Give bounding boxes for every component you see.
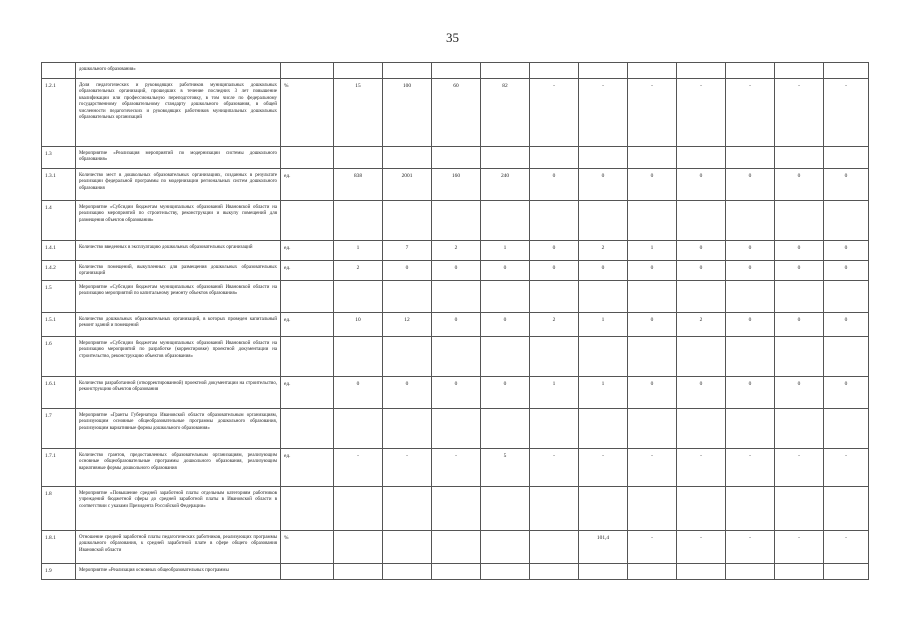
row-value: 0 <box>383 377 432 409</box>
row-value: 0 <box>628 261 677 281</box>
row-value <box>383 337 432 377</box>
row-value: 0 <box>677 241 726 261</box>
row-unit <box>281 281 334 313</box>
row-value <box>579 63 628 79</box>
table-row <box>42 241 869 261</box>
row-value <box>775 564 824 580</box>
row-value <box>677 281 726 313</box>
row-code: 1.8.1 <box>42 531 76 564</box>
row-value: - <box>775 79 824 147</box>
row-value <box>383 409 432 449</box>
row-value: - <box>432 449 481 487</box>
row-code: 1.6.1 <box>42 377 76 409</box>
table-row <box>42 169 869 201</box>
row-value <box>481 531 530 564</box>
row-code: 1.3.1 <box>42 169 76 201</box>
row-value <box>775 63 824 79</box>
row-value: 0 <box>824 377 869 409</box>
row-value: 100 <box>383 79 432 147</box>
row-unit <box>281 147 334 169</box>
row-value: 0 <box>677 169 726 201</box>
row-value <box>481 487 530 531</box>
row-value <box>481 147 530 169</box>
row-unit <box>281 564 334 580</box>
row-value: 0 <box>383 261 432 281</box>
row-code: 1.4 <box>42 201 76 241</box>
row-value <box>481 564 530 580</box>
row-unit: ед. <box>281 377 334 409</box>
row-value: - <box>824 79 869 147</box>
row-value: 240 <box>481 169 530 201</box>
row-value: - <box>383 449 432 487</box>
row-value: 1 <box>481 241 530 261</box>
row-value <box>579 201 628 241</box>
row-value <box>530 337 579 377</box>
table-row <box>42 531 869 564</box>
row-value: 0 <box>726 241 775 261</box>
row-value: 0 <box>530 169 579 201</box>
row-value: 0 <box>824 313 869 337</box>
row-value <box>775 281 824 313</box>
row-value <box>677 409 726 449</box>
row-description: Мероприятие «Субсидии бюджетам муниципальных образований Ивановской области на реализацию мероприятий по капитальному ремонту объектов образования» <box>76 281 281 313</box>
row-value <box>824 63 869 79</box>
row-code: 1.4.1 <box>42 241 76 261</box>
row-value <box>334 63 383 79</box>
row-description: Мероприятие «Реализация мероприятий по модернизации системы дошкольного образования» <box>76 147 281 169</box>
row-value <box>824 564 869 580</box>
row-value <box>775 201 824 241</box>
row-value <box>530 201 579 241</box>
row-description: Мероприятие «Субсидии бюджетам муниципальных образований Ивановской области на реализацию мероприятий по разработке (корректировке) проектной документации на строительство, реконструкцию объектов образования» <box>76 337 281 377</box>
row-unit: ед. <box>281 261 334 281</box>
row-value <box>334 281 383 313</box>
row-value: 0 <box>726 169 775 201</box>
table-row <box>42 487 869 531</box>
row-value: - <box>579 449 628 487</box>
row-value <box>579 281 628 313</box>
row-code: 1.5 <box>42 281 76 313</box>
row-value <box>775 147 824 169</box>
row-value: 0 <box>775 169 824 201</box>
row-value: - <box>824 449 869 487</box>
row-value: 0 <box>824 169 869 201</box>
row-value <box>628 409 677 449</box>
row-value <box>677 337 726 377</box>
row-code: 1.5.1 <box>42 313 76 337</box>
row-value <box>383 147 432 169</box>
row-value <box>579 564 628 580</box>
row-description: Мероприятие «Гранты Губернатора Ивановской области образовательным организациям, реализующим основные общеобразовательные программы дошкольного образования, реализующим вариативные формы дошкольного образования» <box>76 409 281 449</box>
table-row <box>42 281 869 313</box>
row-value <box>530 281 579 313</box>
row-value: 0 <box>481 377 530 409</box>
table-row <box>42 449 869 487</box>
row-code: 1.9 <box>42 564 76 580</box>
row-value <box>481 201 530 241</box>
row-value <box>677 201 726 241</box>
row-value <box>383 201 432 241</box>
row-value <box>677 63 726 79</box>
row-value: 0 <box>530 241 579 261</box>
row-code: 1.2.1 <box>42 79 76 147</box>
row-value <box>824 487 869 531</box>
row-value <box>383 531 432 564</box>
row-value <box>530 63 579 79</box>
row-value: 0 <box>775 241 824 261</box>
row-unit: ед. <box>281 313 334 337</box>
row-value: 0 <box>677 377 726 409</box>
row-value: 7 <box>383 241 432 261</box>
row-value: 0 <box>775 313 824 337</box>
row-value: 2001 <box>383 169 432 201</box>
row-value: 0 <box>579 169 628 201</box>
row-value <box>334 201 383 241</box>
row-code: 1.4.2 <box>42 261 76 281</box>
row-value: 838 <box>334 169 383 201</box>
row-value <box>432 63 481 79</box>
row-description: Доля педагогических и руководящих работников муниципальных дошкольных образовательных организаций, прошедших в течение последних 3 лет повышение квалификации или профессиональную переподготовку, в том числе по федеральному государственному образовательному стандарту дошкольного образования, в общей численности педагогических и руководящих работников муниципальных дошкольных образовательных организаций <box>76 79 281 147</box>
row-code: 1.6 <box>42 337 76 377</box>
row-value: 60 <box>432 79 481 147</box>
row-value <box>579 487 628 531</box>
row-value <box>383 63 432 79</box>
row-value: 0 <box>775 261 824 281</box>
row-value: 1 <box>628 241 677 261</box>
row-value: - <box>530 449 579 487</box>
row-value <box>383 564 432 580</box>
table-row <box>42 377 869 409</box>
row-value: 2 <box>334 261 383 281</box>
row-unit: ед. <box>281 169 334 201</box>
row-value <box>432 564 481 580</box>
row-unit <box>281 409 334 449</box>
row-description: Мероприятие «Повышение средней заработной платы отдельным категориям работников учреждений бюджетной сферы до средней заработной платы в Ивановской области в соответствии с указами Президента Российской Федерации» <box>76 487 281 531</box>
row-value: 2 <box>432 241 481 261</box>
row-value <box>334 531 383 564</box>
row-value <box>334 409 383 449</box>
row-value <box>432 531 481 564</box>
row-description: Мероприятие «Субсидии бюджетам муниципальных образований Ивановской области на реализацию мероприятий по строительству, реконструкции и выкупу помещений для размещения объектов образования» <box>76 201 281 241</box>
row-code: 1.7 <box>42 409 76 449</box>
row-value <box>677 147 726 169</box>
row-value: - <box>628 449 677 487</box>
row-unit: ед. <box>281 449 334 487</box>
row-value: 5 <box>481 449 530 487</box>
row-value <box>824 201 869 241</box>
row-value: - <box>628 79 677 147</box>
row-value <box>628 63 677 79</box>
row-value <box>824 147 869 169</box>
row-description: дошкольного образования» <box>76 63 281 79</box>
row-value <box>628 337 677 377</box>
row-value <box>432 147 481 169</box>
row-value: 2 <box>677 313 726 337</box>
row-value: 0 <box>579 261 628 281</box>
row-value <box>775 487 824 531</box>
row-value: 0 <box>677 261 726 281</box>
row-value: 2 <box>579 241 628 261</box>
row-unit: ед. <box>281 241 334 261</box>
page-number: 35 <box>446 30 459 45</box>
row-value <box>481 281 530 313</box>
row-value <box>334 487 383 531</box>
row-value <box>726 147 775 169</box>
row-value: 0 <box>726 313 775 337</box>
row-value: 1 <box>579 377 628 409</box>
row-value: 0 <box>334 377 383 409</box>
row-value: 0 <box>481 261 530 281</box>
row-value: - <box>628 531 677 564</box>
row-value: 0 <box>628 377 677 409</box>
row-value <box>383 281 432 313</box>
row-value <box>432 337 481 377</box>
row-value <box>530 147 579 169</box>
row-description: Отношение средней заработной платы педагогических работников, реализующих программы дошкольного образования, к средней заработной плате в сфере общего образования Ивановской области <box>76 531 281 564</box>
row-description: Количество мест в дошкольных образовательных организациях, созданных в результате реализации федеральной программы по модернизации региональных систем дошкольного образования <box>76 169 281 201</box>
row-value <box>628 564 677 580</box>
row-value: 0 <box>824 241 869 261</box>
row-value: - <box>775 449 824 487</box>
row-value <box>628 201 677 241</box>
row-value <box>677 564 726 580</box>
row-value <box>432 409 481 449</box>
row-description: Мероприятие «Реализация основных общеобразовательных программы <box>76 564 281 580</box>
row-unit: % <box>281 79 334 147</box>
row-value: 160 <box>432 169 481 201</box>
row-value <box>726 564 775 580</box>
table-row <box>42 201 869 241</box>
row-value: 82 <box>481 79 530 147</box>
row-value <box>530 564 579 580</box>
row-description: Количество разработанной (откорректированной) проектной документации на строительство, реконструкцию объектов образования <box>76 377 281 409</box>
row-code <box>42 63 76 79</box>
row-value <box>432 487 481 531</box>
row-value: 0 <box>628 313 677 337</box>
row-value: 1 <box>334 241 383 261</box>
row-value <box>579 409 628 449</box>
row-value: - <box>677 531 726 564</box>
row-value: 15 <box>334 79 383 147</box>
row-value: 0 <box>628 169 677 201</box>
row-value <box>726 337 775 377</box>
row-value <box>334 564 383 580</box>
row-unit <box>281 201 334 241</box>
row-value: 1 <box>579 313 628 337</box>
row-value <box>726 281 775 313</box>
table-row <box>42 337 869 377</box>
row-value: 101,4 <box>579 531 628 564</box>
table-row <box>42 564 869 580</box>
row-value: 0 <box>775 377 824 409</box>
row-description: Количество грантов, предоставленных образовательным организациям, реализующим основные общеобразовательные программы дошкольного образования, реализующим вариативные формы дошкольного образования <box>76 449 281 487</box>
row-value: - <box>530 79 579 147</box>
row-value <box>481 409 530 449</box>
row-value <box>481 337 530 377</box>
row-value <box>530 409 579 449</box>
row-value: 12 <box>383 313 432 337</box>
row-value <box>726 409 775 449</box>
row-value <box>628 147 677 169</box>
row-value: - <box>824 531 869 564</box>
row-value: - <box>334 449 383 487</box>
row-unit <box>281 63 334 79</box>
row-value: - <box>677 449 726 487</box>
row-value: 2 <box>530 313 579 337</box>
row-value: - <box>579 79 628 147</box>
row-value: 0 <box>726 261 775 281</box>
row-value <box>579 147 628 169</box>
row-value <box>530 487 579 531</box>
row-value <box>334 337 383 377</box>
row-value: 1 <box>530 377 579 409</box>
row-value <box>726 487 775 531</box>
row-description: Количество дошкольных образовательных организаций, в которых проведен капитальный ремонт зданий и помещений <box>76 313 281 337</box>
row-value <box>432 281 481 313</box>
row-value: - <box>775 531 824 564</box>
row-value <box>824 337 869 377</box>
row-code: 1.3 <box>42 147 76 169</box>
row-value <box>579 337 628 377</box>
row-value <box>628 487 677 531</box>
row-value: - <box>726 79 775 147</box>
table-row <box>42 409 869 449</box>
row-unit: % <box>281 531 334 564</box>
row-value <box>824 409 869 449</box>
row-description: Количество помещений, выкупленных для размещения дошкольных образовательных организаций <box>76 261 281 281</box>
row-value <box>628 281 677 313</box>
row-value: 0 <box>432 261 481 281</box>
row-value <box>726 63 775 79</box>
row-value: 10 <box>334 313 383 337</box>
row-value: 0 <box>481 313 530 337</box>
row-value <box>775 337 824 377</box>
table-row <box>42 147 869 169</box>
row-value <box>726 201 775 241</box>
row-unit <box>281 337 334 377</box>
row-code: 1.8 <box>42 487 76 531</box>
row-value <box>677 487 726 531</box>
row-value: 0 <box>432 313 481 337</box>
row-unit <box>281 487 334 531</box>
row-value: 0 <box>824 261 869 281</box>
table-row <box>42 261 869 281</box>
row-value: - <box>726 449 775 487</box>
row-value: - <box>726 531 775 564</box>
row-value <box>334 147 383 169</box>
row-value: 0 <box>726 377 775 409</box>
row-description: Количество введенных в эксплуатацию дошкольных образовательных организаций <box>76 241 281 261</box>
row-value: - <box>677 79 726 147</box>
row-value <box>481 63 530 79</box>
table-row <box>42 79 869 147</box>
row-value <box>432 201 481 241</box>
row-value: 0 <box>530 261 579 281</box>
row-value <box>824 281 869 313</box>
row-value <box>775 409 824 449</box>
row-value <box>530 531 579 564</box>
indicators-table <box>41 62 869 580</box>
row-value <box>383 487 432 531</box>
row-code: 1.7.1 <box>42 449 76 487</box>
table-row <box>42 63 869 79</box>
table-row <box>42 313 869 337</box>
row-value: 0 <box>432 377 481 409</box>
